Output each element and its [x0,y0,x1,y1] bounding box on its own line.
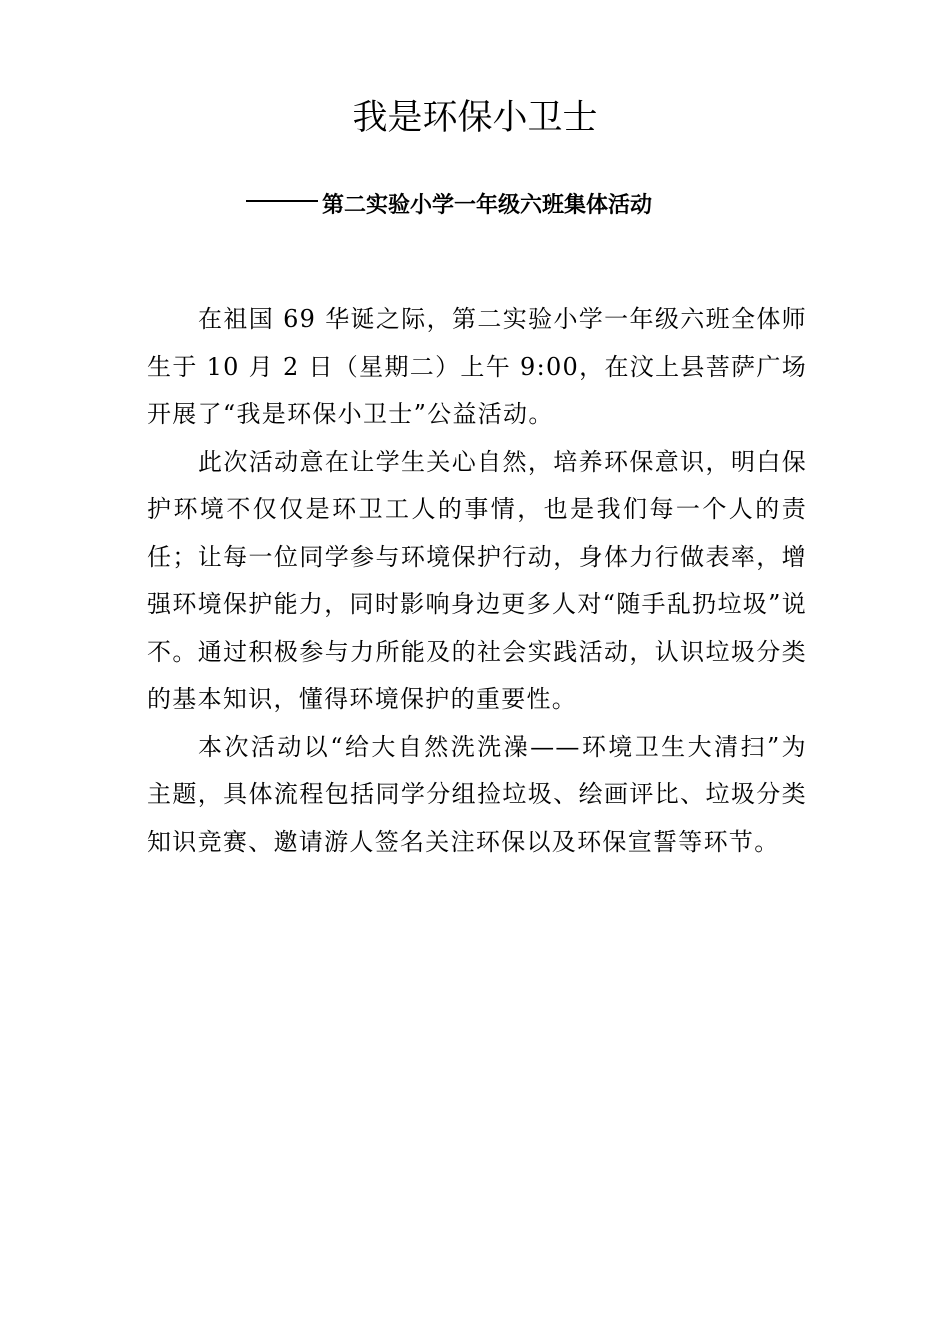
subtitle-dash-rule [246,200,318,202]
paragraph-1: 在祖国 69 华诞之际，第二实验小学一年级六班全体师生于 10 月 2 日（星期二）上午 9:00，在汶上县菩萨广场开展了“我是环保小卫士”公益活动。 [147,305,807,428]
paragraph-3: 本次活动以“给大自然洗洗澡——环境卫生大清扫”为主题，具体流程包括同学分组捡垃圾、绘画评比、垃圾分类知识竞赛、邀请游人签名关注环保以及环保宣誓等环节。 [147,732,807,856]
document-title: 我是环保小卫士 [352,98,598,138]
document-subtitle: 第二实验小学一年级六班集体活动 [322,193,653,218]
document-body [147,296,807,866]
paragraph-2: 此次活动意在让学生关心自然，培养环保意识，明白保护环境不仅仅是环卫工人的事情，也是我们每一个人的责任；让每一位同学参与环境保护行动，身体力行做表率，增强环境保护能力，同时影响身边更多人对“随手乱扔垃圾”说不。通过积极参与力所能及的社会实践活动，认识垃圾分类的基本知识，懂得环境保护的重要性。 [147,447,807,713]
subtitle-row [246,186,652,226]
